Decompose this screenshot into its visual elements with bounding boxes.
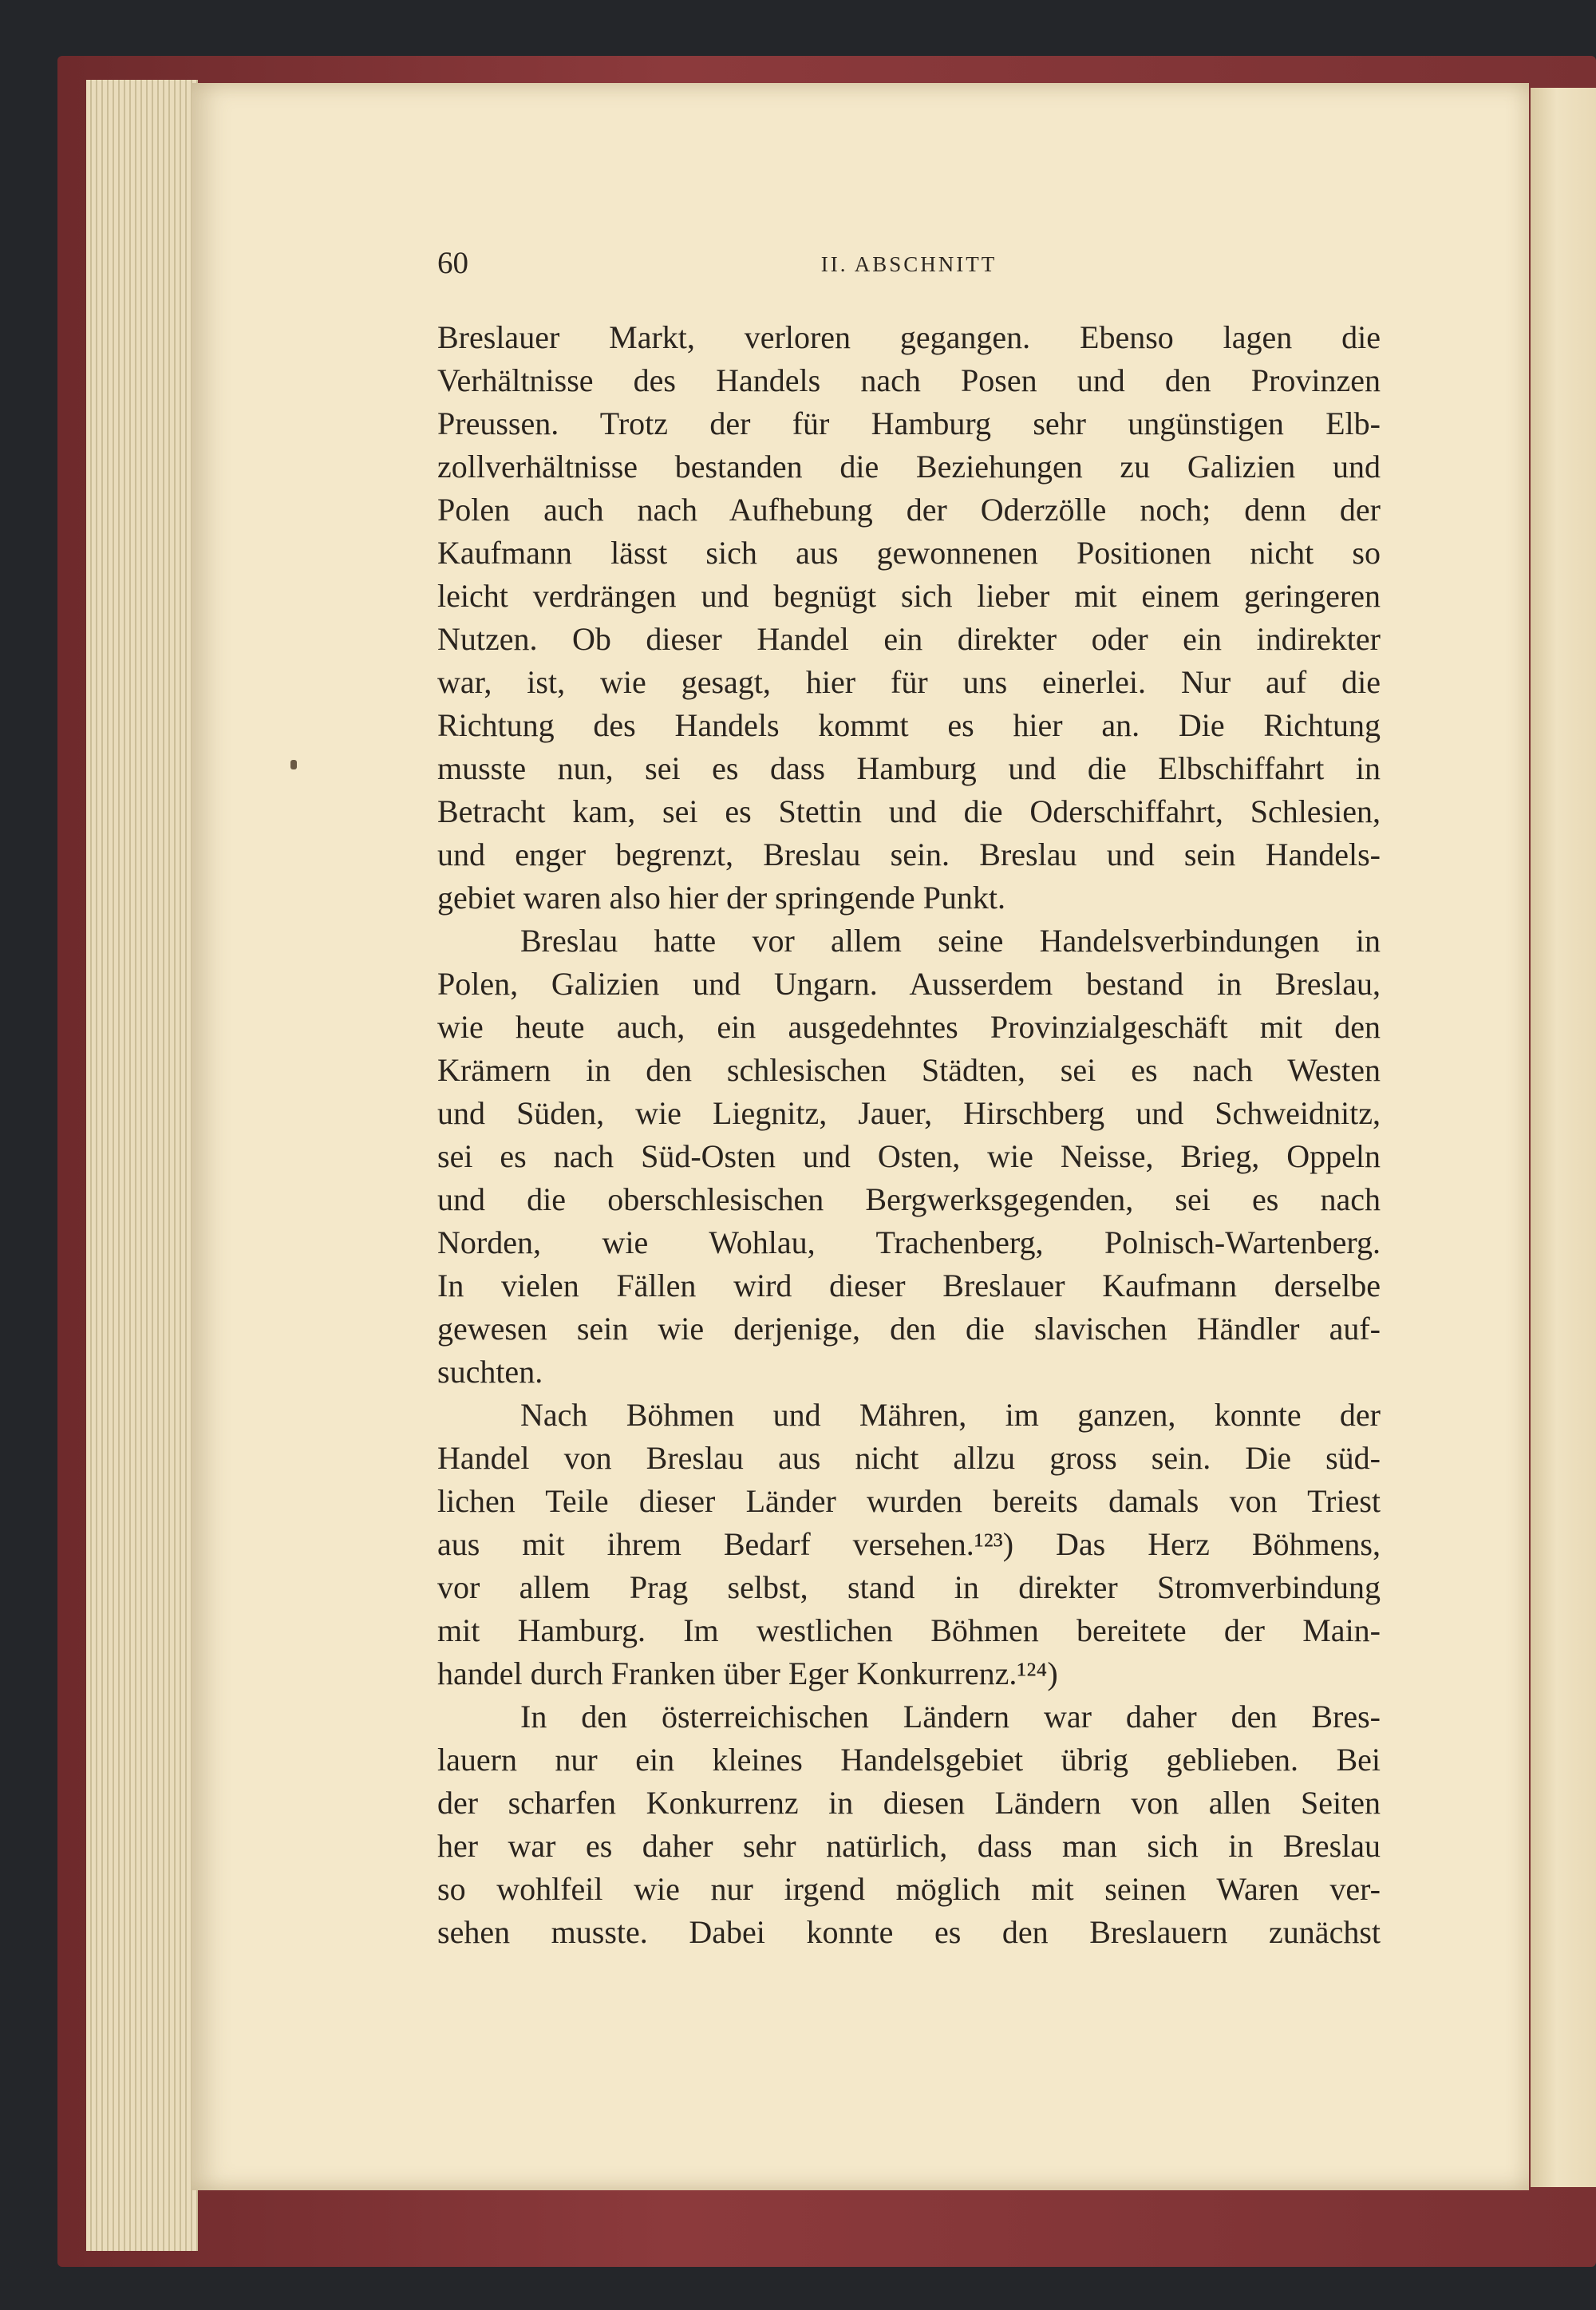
text-line: Kaufmann lässt sich aus gewonnenen Positionen nicht so — [437, 535, 1381, 571]
text-line: zollverhältnisse bestanden die Beziehungen zu Galizien und — [437, 449, 1381, 485]
text-line: und die oberschlesischen Bergwerksgegenden, sei es nach — [437, 1181, 1381, 1217]
text-line: musste nun, sei es dass Hamburg und die Elbschiffahrt in — [437, 750, 1381, 786]
page-header — [437, 243, 1381, 283]
text-line: Breslauer Markt, verloren gegangen. Ebenso lagen die — [437, 319, 1381, 355]
text-line: und Süden, wie Liegnitz, Jauer, Hirschberg und Schweidnitz, — [437, 1095, 1381, 1131]
page-edges — [86, 80, 198, 2251]
text-line: aus mit ihrem Bedarf versehen.¹²³) Das Herz Böhmens, — [437, 1526, 1381, 1562]
text-line: und enger begrenzt, Breslau sein. Breslau und sein Handels- — [437, 837, 1381, 872]
body-text — [437, 316, 1381, 1954]
text-line: Verhältnisse des Handels nach Posen und den Provinzen — [437, 362, 1381, 398]
text-line: handel durch Franken über Eger Konkurrenz.¹²⁴) — [437, 1655, 1058, 1691]
text-line: Nach Böhmen und Mähren, im ganzen, konnte der — [520, 1397, 1381, 1433]
text-line: Nutzen. Ob dieser Handel ein direkter oder ein indirekter — [437, 621, 1381, 657]
page-number: 60 — [437, 246, 468, 280]
text-line: In vielen Fällen wird dieser Breslauer Kaufmann derselbe — [437, 1268, 1381, 1303]
text-line: wie heute auch, ein ausgedehntes Provinzialgeschäft mit den — [437, 1009, 1381, 1045]
text-line: her war es daher sehr natürlich, dass man sich in Breslau — [437, 1828, 1381, 1864]
text-line: suchten. — [437, 1354, 543, 1390]
text-line: In den österreichischen Ländern war daher den Bres- — [520, 1699, 1381, 1734]
text-line: war, ist, wie gesagt, hier für uns einerlei. Nur auf die — [437, 664, 1381, 700]
text-line: lichen Teile dieser Länder wurden bereits damals von Triest — [437, 1483, 1381, 1519]
text-line: Richtung des Handels kommt es hier an. Die Richtung — [437, 707, 1381, 743]
facing-page-edge — [1531, 88, 1596, 2187]
text-line: Preussen. Trotz der für Hamburg sehr ungünstigen Elb- — [437, 405, 1381, 441]
running-head: II. ABSCHNITT — [820, 252, 998, 276]
text-line: Polen, Galizien und Ungarn. Ausserdem bestand in Breslau, — [437, 966, 1381, 1002]
text-line: Breslau hatte vor allem seine Handelsverbindungen in — [520, 923, 1381, 959]
text-line: lauern nur ein kleines Handelsgebiet übrig geblieben. Bei — [437, 1742, 1381, 1778]
text-line: Betracht kam, sei es Stettin und die Oderschiffahrt, Schlesien, — [437, 793, 1381, 829]
text-line: mit Hamburg. Im westlichen Böhmen bereitete der Main- — [437, 1612, 1381, 1648]
text-line: Norden, wie Wohlau, Trachenberg, Polnisch-Wartenberg. — [437, 1224, 1381, 1260]
text-line: gebiet waren also hier der springende Punkt. — [437, 880, 1006, 916]
text-line: gewesen sein wie derjenige, den die slavischen Händler auf- — [437, 1311, 1381, 1347]
text-line: sei es nach Süd-Osten und Osten, wie Neisse, Brieg, Oppeln — [437, 1138, 1381, 1174]
text-line: so wohlfeil wie nur irgend möglich mit seinen Waren ver- — [437, 1871, 1381, 1907]
text-line: sehen musste. Dabei konnte es den Breslauern zunächst — [437, 1914, 1381, 1950]
text-line: leicht verdrängen und begnügt sich lieber mit einem geringeren — [437, 578, 1381, 614]
text-line: Krämern in den schlesischen Städten, sei es nach Westen — [437, 1052, 1381, 1088]
text-line: Handel von Breslau aus nicht allzu gross sein. Die süd- — [437, 1440, 1381, 1476]
ink-speck — [290, 760, 297, 769]
text-line: der scharfen Konkurrenz in diesen Ländern von allen Seiten — [437, 1785, 1381, 1821]
text-line: vor allem Prag selbst, stand in direkter Stromverbindung — [437, 1569, 1381, 1605]
text-line: Polen auch nach Aufhebung der Oderzölle noch; denn der — [437, 492, 1381, 528]
